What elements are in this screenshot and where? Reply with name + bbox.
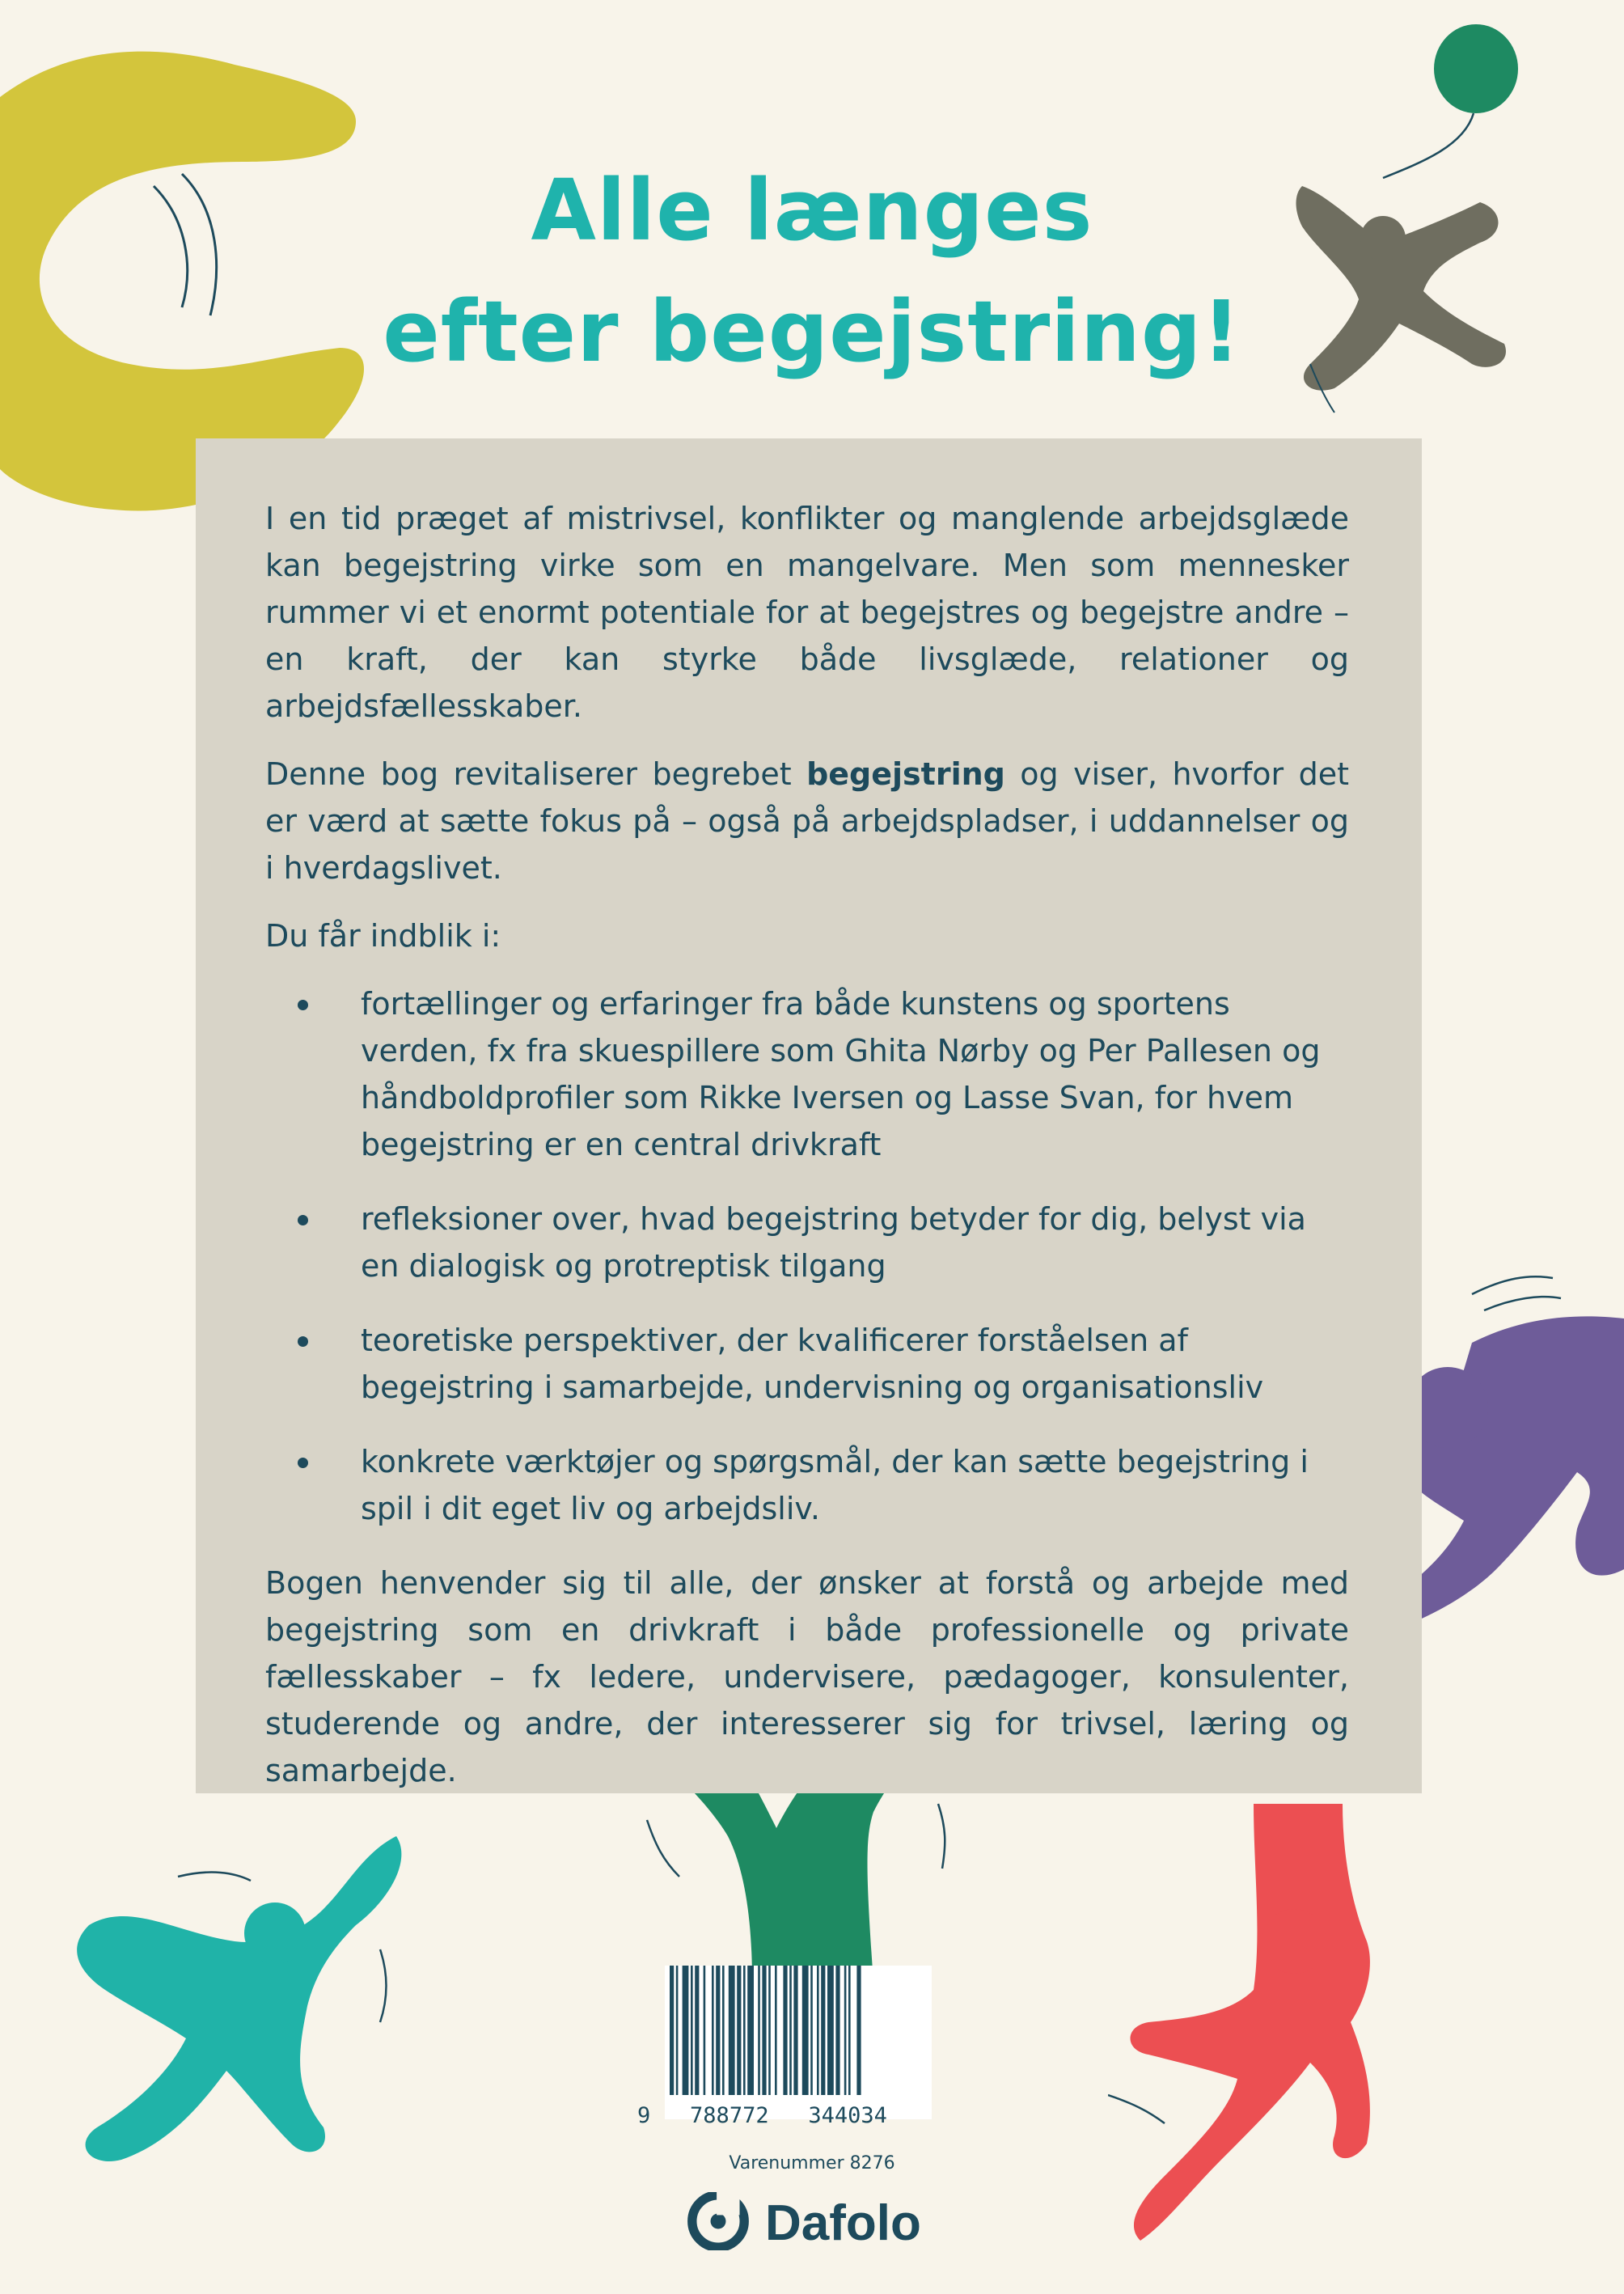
bullet-icon [298,1458,308,1468]
description-post: og viser, hvorfor det er værd at sætte fokus på – også på arbejdspladser, i uddannelser og i hverdagslivet. [265,756,1349,886]
barcode-bar [758,1966,760,2095]
barcode-bar [743,1966,746,2095]
barcode-bar [737,1966,741,2095]
barcode-bar [695,1966,699,2095]
list-item [265,1438,1349,1532]
back-cover-text [265,495,1349,1815]
closing-paragraph: Bogen henvender sig til alle, der ønsker at forstå og arbejde med begejstring som en drivkraft i både professionelle og private fællesskaber – fx ledere, undervisere, pædagoger, konsulenter, studerende og andre, der interesserer sig for trivsel, læring og samarbejde. [265,1565,1349,1788]
barcode-digits-right: 344034 [808,2103,887,2128]
bullet-icon [298,1215,308,1225]
barcode-bar [722,1966,725,2095]
barcode-bar [817,1966,819,2095]
barcode-bar [676,1966,679,2095]
barcode-bar [827,1966,834,2095]
bullet-icon [298,1336,308,1347]
insight-intro: Du får indblik i: [265,918,501,954]
description-bold: begejstring [806,756,1005,792]
insight-list [265,980,1349,1532]
list-item-text: teoretiske perspektiver, der kvalificerer forståelsen af begejstring i samarbejde, undervisning og organisationsliv [361,1323,1264,1405]
barcode-bar [768,1966,771,2095]
cover-title [0,150,1624,392]
barcode-bar [712,1966,714,2095]
barcode-bar [856,1966,861,2095]
barcode-bar [683,1966,689,2095]
red-figure-illustration [1108,1804,1432,2257]
description-pre: Denne bog revitaliserer begrebet [265,756,807,792]
barcode-bar [691,1966,693,2095]
barcode-digits [637,2103,928,2128]
bullet-icon [298,1000,308,1010]
title-line-1: Alle længes [531,161,1093,260]
publisher-name: Dafolo [765,2195,921,2251]
intro-paragraph: I en tid præget af mistrivsel, konflikter og manglende arbejdsglæde kan begejstring virke som en mangelvare. Men som mennesker rummer vi et enormt potentiale for at begejstres og begejstre andre – en kraft, der kan styrke både livsglæde, relationer og arbejdsfællesskaber. [265,501,1349,724]
description-paragraph [265,751,1349,891]
barcode-bar [821,1966,825,2095]
list-item [265,1317,1349,1411]
barcode-bar [848,1966,851,2095]
barcode-digits-left: 788772 [690,2103,769,2128]
barcode-bar [844,1966,847,2095]
isbn-barcode [665,1966,932,2119]
barcode-bar [783,1966,787,2095]
item-number: Varenummer 8276 [729,2153,895,2173]
teal-figure-illustration [57,1804,412,2184]
list-item-text: fortællinger og erfaringer fra både kunstens og sportens verden, fx fra skuespillere som Ghita Nørby og Per Pallesen og håndboldprofiler som Rikke Iversen og Lasse Svan, for hvem begejstring er en central drivkraft [361,986,1321,1162]
barcode-bar [729,1966,735,2095]
barcode-bar [789,1966,792,2095]
barcode-digit-lead: 9 [637,2103,651,2128]
barcode-bar [835,1966,839,2095]
barcode-bar [793,1966,797,2095]
list-item [265,1196,1349,1289]
barcode-bar [716,1966,720,2095]
dafolo-logo-icon [687,2192,749,2250]
title-line-2: efter begejstring! [383,282,1241,381]
barcode-bar [670,1966,674,2095]
barcode-bar [810,1966,813,2095]
barcode-bar [775,1966,777,2095]
list-item-text: konkrete værktøjer og spørgsmål, der kan sætte begejstring i spil i dit eget liv og arbejdsliv. [361,1444,1309,1526]
list-item [265,980,1349,1168]
barcode-bar [802,1966,809,2095]
barcode-bar [704,1966,706,2095]
barcode-bar [747,1966,754,2095]
barcode-bar [762,1966,766,2095]
list-item-text: refleksioner over, hvad begejstring betyder for dig, belyst via en dialogisk og protreptisk tilgang [361,1201,1306,1284]
